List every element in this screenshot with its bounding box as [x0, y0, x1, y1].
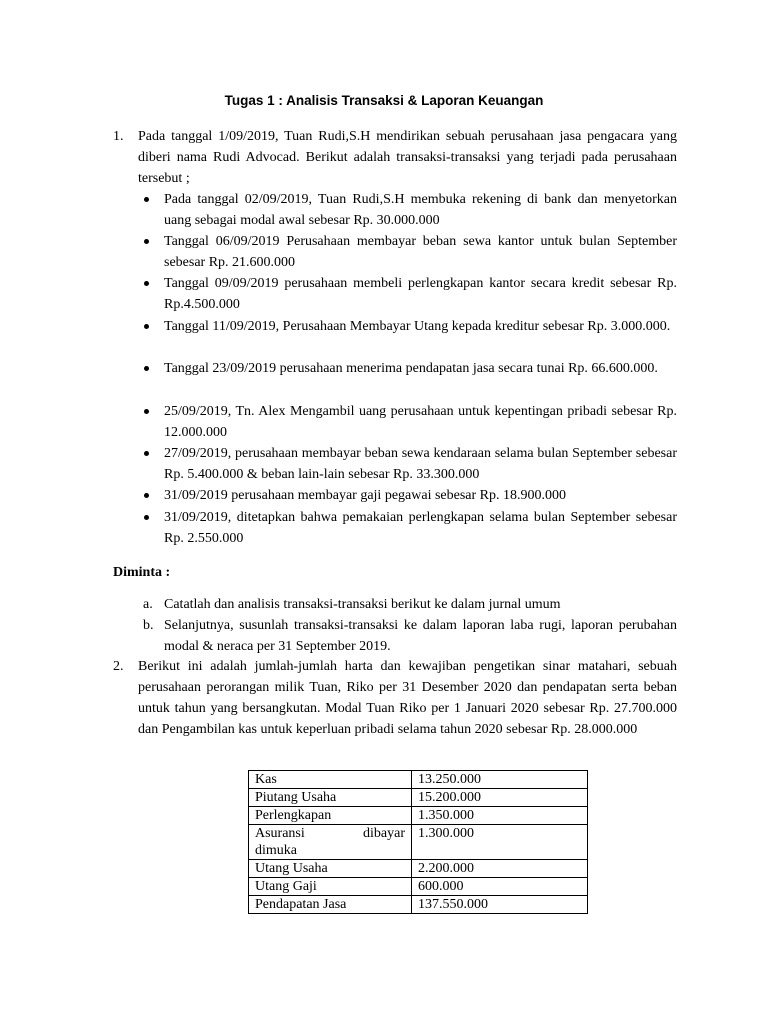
balance-table	[248, 770, 588, 914]
table-row	[249, 825, 588, 860]
account-cell-word: dimuka	[255, 843, 297, 858]
bullet-icon	[144, 451, 149, 456]
table-row	[249, 789, 588, 807]
bullet-icon	[144, 197, 149, 202]
bullet-icon	[144, 409, 149, 414]
question-2-number: 2.	[113, 659, 124, 674]
diminta-heading: Diminta :	[113, 565, 171, 580]
transaction-text: Tanggal 11/09/2019, Perusahaan Membayar Utang kepada kreditur sebesar Rp. 3.000.000.	[164, 319, 671, 334]
account-cell: Kas	[249, 771, 412, 789]
bullet-icon	[144, 493, 149, 498]
transaction-text: 27/09/2019, perusahaan membayar beban sewa kendaraan selama bulan September sebesar Rp. 5.400.000 & beban lain-lain sebesar Rp. 33.300.000	[164, 446, 677, 482]
transaction-text: 25/09/2019, Tn. Alex Mengambil uang perusahaan untuk kepentingan pribadi sebesar Rp. 12.000.000	[164, 404, 677, 440]
account-cell: Utang Usaha	[249, 860, 412, 878]
table-row	[249, 896, 588, 914]
transaction-text: Tanggal 23/09/2019 perusahaan menerima pendapatan jasa secara tunai Rp. 66.600.000.	[164, 361, 658, 376]
diminta-marker: b.	[143, 618, 154, 633]
account-cell: Perlengkapan	[249, 807, 412, 825]
amount-cell: 137.550.000	[412, 896, 588, 914]
diminta-item: Catatlah dan analisis transaksi-transaksi berikut ke dalam jurnal umum	[164, 597, 561, 612]
account-cell-word: dibayar	[363, 826, 405, 841]
transaction-text: 31/09/2019 perusahaan membayar gaji pegawai sebesar Rp. 18.900.000	[164, 488, 567, 503]
transaction-text: 31/09/2019, ditetapkan bahwa pemakaian perlengkapan selama bulan September sebesar Rp. 2.550.000	[164, 510, 677, 546]
amount-cell: 13.250.000	[412, 771, 588, 789]
diminta-item: Selanjutnya, susunlah transaksi-transaksi ke dalam laporan laba rugi, laporan perubahan modal & neraca per 31 September 2019.	[164, 618, 677, 654]
account-cell: Pendapatan Jasa	[249, 896, 412, 914]
transaction-text: Tanggal 06/09/2019 Perusahaan membayar beban sewa kantor untuk bulan September sebesar Rp. 21.600.000	[164, 234, 677, 270]
bullet-icon	[144, 324, 149, 329]
account-cell: Utang Gaji	[249, 878, 412, 896]
amount-cell: 15.200.000	[412, 789, 588, 807]
table-row	[249, 771, 588, 789]
transaction-text: Tanggal 09/09/2019 perusahaan membeli perlengkapan kantor secara kredit sebesar Rp. Rp.4.500.000	[164, 276, 677, 312]
table-row	[249, 878, 588, 896]
question-2-intro: Berikut ini adalah jumlah-jumlah harta dan kewajiban pengetikan sinar matahari, sebuah perusahaan perorangan milik Tuan, Riko per 31 Desember 2020 dan pendapatan serta beban untuk tahun yang bersangkutan. Modal Tuan Riko per 1 Januari 2020 sebesar Rp. 27.700.000 dan Pengambilan kas untuk keperluan pribadi selama tahun 2020 sebesar Rp. 28.000.000	[138, 659, 677, 737]
amount-cell: 2.200.000	[412, 860, 588, 878]
table-row	[249, 860, 588, 878]
question-1-intro: Pada tanggal 1/09/2019, Tuan Rudi,S.H mendirikan sebuah perusahaan jasa pengacara yang diberi nama Rudi Advocad. Berikut adalah transaksi-transaksi yang terjadi pada perusahaan tersebut ;	[138, 129, 677, 186]
account-cell: Piutang Usaha	[249, 789, 412, 807]
account-cell	[249, 825, 412, 860]
amount-cell: 1.350.000	[412, 807, 588, 825]
bullet-icon	[144, 239, 149, 244]
account-cell-word: Asuransi	[255, 826, 305, 841]
table-row	[249, 807, 588, 825]
amount-cell: 600.000	[412, 878, 588, 896]
bullet-icon	[144, 515, 149, 520]
bullet-icon	[144, 366, 149, 371]
document-title: Tugas 1 : Analisis Transaksi & Laporan Keuangan	[224, 93, 544, 108]
amount-cell: 1.300.000	[412, 825, 588, 860]
transaction-text: Pada tanggal 02/09/2019, Tuan Rudi,S.H membuka rekening di bank dan menyetorkan uang sebagai modal awal sebesar Rp. 30.000.000	[164, 192, 677, 228]
bullet-icon	[144, 281, 149, 286]
diminta-marker: a.	[143, 597, 153, 612]
question-1-number: 1.	[113, 129, 124, 144]
